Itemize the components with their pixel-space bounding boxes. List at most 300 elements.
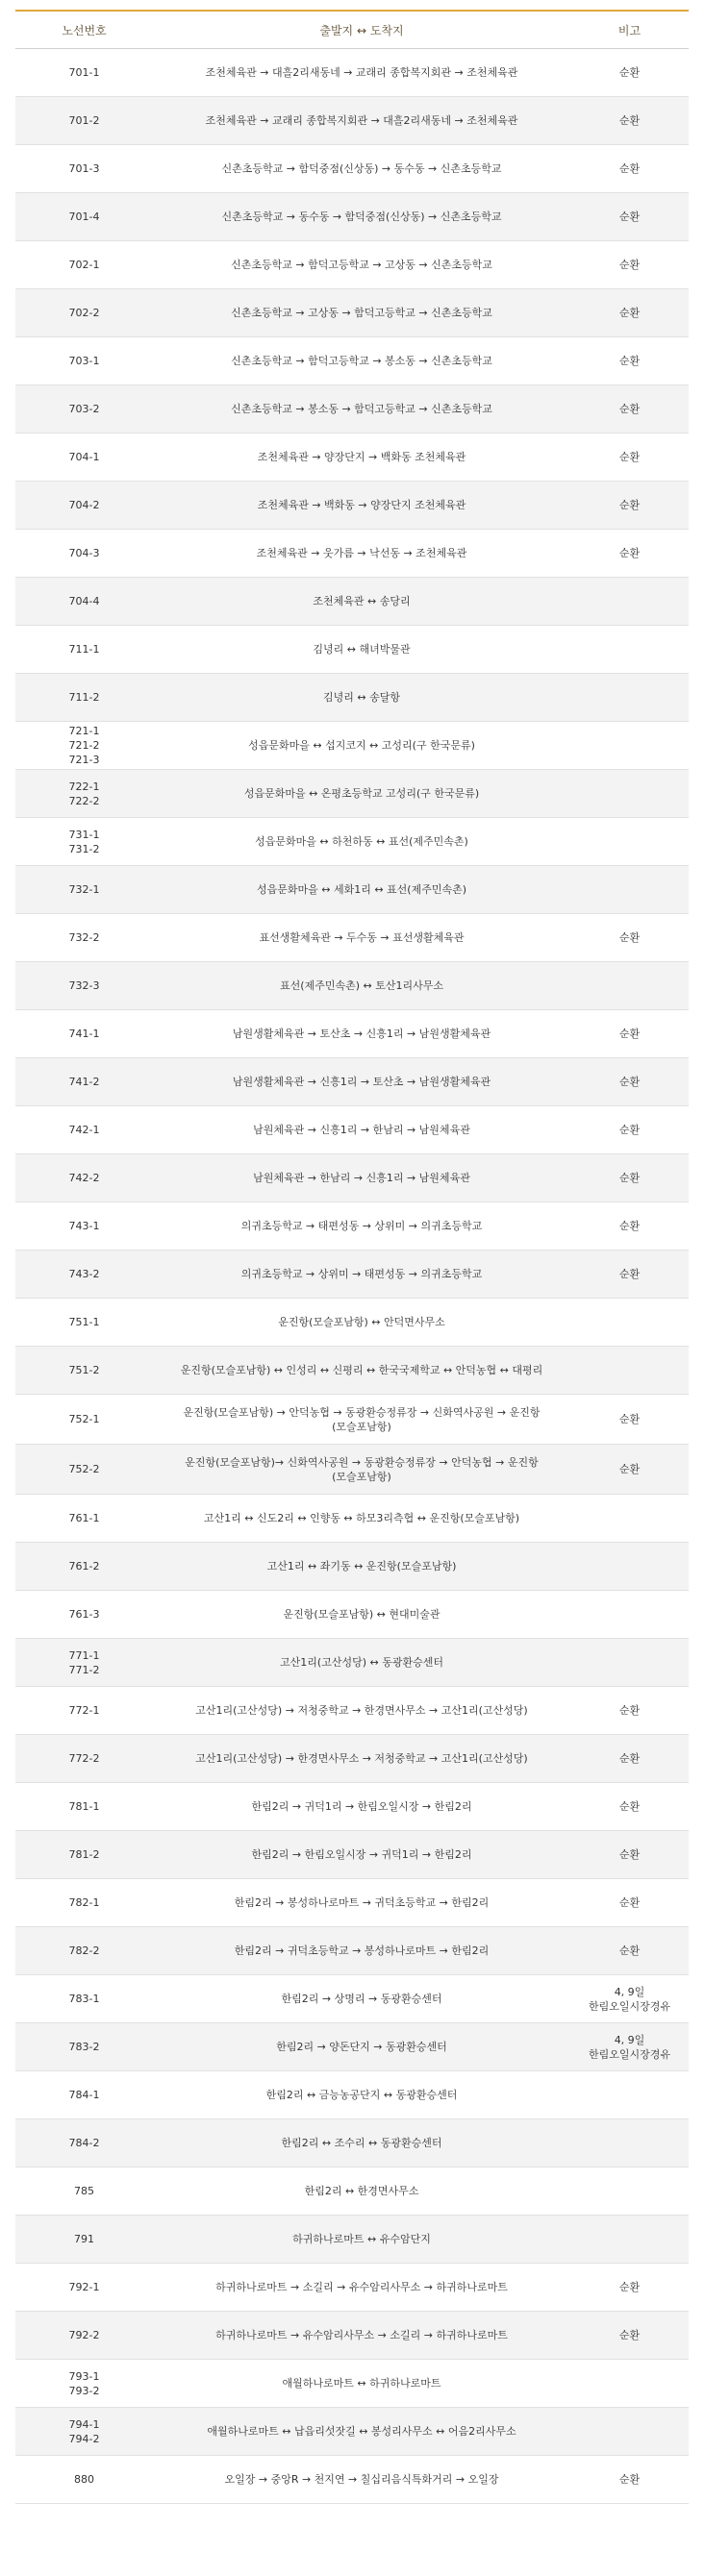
route-path-line: 고산1리(고산성당) ↔ 동광환승센터 [280,1656,443,1669]
route-number-cell [15,2360,153,2408]
remarks-cell [570,2023,689,2071]
table-row [15,49,689,97]
remarks-cell [570,1591,689,1639]
route-path-line: 남원체육관 → 한남리 → 신흥1리 → 남원체육관 [253,1172,470,1184]
table-header [15,11,689,49]
remarks-line: 순환 [618,2281,641,2293]
route-number-line: 791 [74,2233,94,2245]
remarks-cell [570,1395,689,1445]
route-number-line: 701-4 [68,211,100,223]
route-number-cell [15,2119,153,2167]
route-number-line: 731-1 [68,828,100,841]
route-path-cell [153,1591,570,1639]
route-number-line: 732-2 [68,931,100,944]
route-path-cell [153,1735,570,1783]
remarks-line: 순환 [618,1413,641,1425]
route-number-cell [15,2312,153,2360]
table-row [15,385,689,433]
route-path-line: 고산1리(고산성당) → 한경면사무소 → 저청중학교 → 고산1리(고산성당) [195,1752,528,1765]
table-row [15,2216,689,2264]
remarks-line: 순환 [618,1028,641,1040]
route-path-cell [153,2071,570,2119]
remarks-cell [570,1879,689,1927]
remarks-cell [570,578,689,626]
remarks-line: 한림오일시장경유 [588,2047,670,2061]
route-path-cell [153,241,570,289]
route-number-line: 761-2 [68,1560,100,1573]
route-path-cell [153,2360,570,2408]
table-row [15,1879,689,1927]
route-path-cell [153,2312,570,2360]
route-number-cell [15,2216,153,2264]
table-row [15,2071,689,2119]
route-number-cell [15,385,153,433]
route-number-line: 721-1 [68,725,100,737]
route-path-cell [153,193,570,241]
route-path-line: 고산1리(고산성당) → 저청중학교 → 한경면사무소 → 고산1리(고산성당) [195,1704,528,1717]
route-number-cell [15,1591,153,1639]
route-path-cell [153,1010,570,1058]
route-number-cell [15,1975,153,2023]
route-path-line: 운진항(모슬포남항) → 안덕농협 → 동광환승정류장 → 신화역사공원 → 운진항 [183,1405,541,1419]
table-row [15,722,689,770]
route-path-line: 조천체육관 → 양장단지 → 백화동 조천체육관 [257,451,466,463]
route-path-line: 신촌초등학교 → 함덕고등학교 → 고상동 → 신촌초등학교 [231,259,492,271]
route-number-cell [15,1495,153,1543]
table-row [15,2119,689,2167]
remarks-cell [570,914,689,962]
table-row [15,1591,689,1639]
table-row [15,1299,689,1347]
route-number-cell [15,1445,153,1495]
route-path-line: 한림2리 → 봉성하나로마트 → 귀덕초등학교 → 한림2리 [234,1896,490,1909]
table-row [15,193,689,241]
route-path-cell [153,722,570,770]
remarks-cell [570,1347,689,1395]
remarks-line: 순환 [618,1463,641,1475]
route-path-line: 김녕리 ↔ 송달항 [323,691,400,704]
remarks-cell [570,241,689,289]
table-row [15,2167,689,2216]
route-table-container [15,10,689,2504]
table-row [15,530,689,578]
remarks-line: 순환 [618,547,641,559]
remarks-cell [570,1010,689,1058]
remarks-line: 순환 [618,307,641,319]
route-number-cell [15,1251,153,1299]
table-row [15,145,689,193]
route-path-cell [153,2023,570,2071]
table-row [15,1495,689,1543]
route-number-cell [15,1735,153,1783]
route-path-line: 운진항(모슬포남항)→ 신화역사공원 → 동광환승정류장 → 안덕농협 → 운진항 [185,1455,539,1469]
route-number-cell [15,578,153,626]
route-number-cell [15,2071,153,2119]
route-number-line: 701-3 [68,162,100,175]
header-remarks: 비고 [570,11,689,49]
table-row [15,97,689,145]
table-row [15,1010,689,1058]
route-number-line: 772-2 [68,1752,100,1765]
route-number-cell [15,530,153,578]
route-number-cell [15,2023,153,2071]
table-row [15,2312,689,2360]
remarks-cell [570,530,689,578]
table-row [15,289,689,337]
route-number-line: 732-3 [68,979,100,992]
route-path-line: 조천체육관 ↔ 송당리 [313,595,411,607]
route-number-line: 772-1 [68,1704,100,1717]
remarks-cell [570,962,689,1010]
route-number-cell [15,145,153,193]
remarks-cell [570,722,689,770]
table-row [15,770,689,818]
route-path-line: 운진항(모슬포남항) ↔ 안덕면사무소 [278,1316,445,1328]
route-number-line: 721-3 [68,754,100,766]
route-number-cell [15,241,153,289]
remarks-line: 순환 [618,403,641,415]
route-path-cell [153,1395,570,1445]
route-number-line: 722-2 [68,794,100,807]
route-path-cell [153,2264,570,2312]
route-path-cell [153,1299,570,1347]
route-number-cell [15,1639,153,1687]
route-number-line: 711-2 [68,691,100,704]
remarks-line: 4, 9일 [614,1985,645,1998]
route-path-cell [153,2119,570,2167]
route-path-cell [153,1154,570,1202]
table-row [15,674,689,722]
route-number-cell [15,1783,153,1831]
route-path-line: 한림2리 → 한림오일시장 → 귀덕1리 → 한림2리 [251,1848,472,1861]
route-number-line: 702-1 [68,259,100,271]
route-number-cell [15,1299,153,1347]
table-row [15,1202,689,1251]
route-path-line: 성읍문화마을 ↔ 섭지코지 ↔ 고성리(구 한국문류) [248,739,475,752]
remarks-line: 한림오일시장경유 [588,1999,670,2013]
route-number-cell [15,1831,153,1879]
remarks-cell [570,1495,689,1543]
remarks-line: 순환 [618,2329,641,2341]
remarks-cell [570,1106,689,1154]
route-number-cell [15,1154,153,1202]
route-number-line: 794-2 [68,2432,100,2445]
table-row [15,962,689,1010]
route-path-line: 신촌초등학교 → 고상동 → 함덕고등학교 → 신촌초등학교 [231,307,492,319]
route-number-line: 781-2 [68,1848,100,1861]
remarks-line: 순환 [618,499,641,511]
route-path-cell [153,1202,570,1251]
remarks-cell [570,770,689,818]
table-row [15,1735,689,1783]
route-path-line: 성읍문화마을 ↔ 하천하동 ↔ 표선(제주민속촌) [255,835,468,848]
remarks-cell [570,1783,689,1831]
route-path-line: 남원생활체육관 → 신흥1리 → 토산초 → 남원생활체육관 [232,1076,491,1088]
route-path-line: 애월하나로마트 ↔ 납읍리섯잣길 ↔ 봉성리사무소 ↔ 어음2리사무소 [207,2425,516,2438]
route-path-line: 한림2리 → 상명리 → 동광환승센터 [281,1993,442,2005]
route-path-cell [153,1879,570,1927]
route-path-cell [153,674,570,722]
remarks-line: 순환 [618,162,641,175]
header-row [15,11,689,49]
route-number-line: 793-1 [68,2369,100,2383]
route-number-line: 782-1 [68,1896,100,1909]
route-path-line: 조천체육관 → 웃가름 → 낙선동 → 조천체육관 [256,547,467,559]
remarks-line: 순환 [618,1848,641,1861]
remarks-line: 순환 [618,2473,641,2486]
route-path-cell [153,2167,570,2216]
remarks-line: 순환 [618,931,641,944]
route-path-cell [153,1543,570,1591]
bus-route-table [15,10,689,2504]
route-path-cell [153,1831,570,1879]
route-path-line: 한림2리 → 양돈단지 → 동광환승센터 [276,2041,447,2053]
remarks-cell [570,49,689,97]
table-body [15,49,689,2504]
route-path-line: 남원생활체육관 → 토산초 → 신흥1리 → 남원생활체육관 [232,1028,491,1040]
route-number-cell [15,337,153,385]
remarks-cell [570,1299,689,1347]
route-number-line: 751-2 [68,1364,100,1376]
remarks-cell [570,1058,689,1106]
route-number-line: 732-1 [68,883,100,896]
remarks-cell [570,289,689,337]
route-path-cell [153,2216,570,2264]
table-row [15,433,689,482]
route-number-cell [15,1058,153,1106]
table-row [15,1783,689,1831]
header-route-number: 노선번호 [15,11,153,49]
remarks-cell [570,1445,689,1495]
remarks-line: 순환 [618,1944,641,1957]
route-number-line: 761-1 [68,1512,100,1524]
route-path-line: 남원체육관 → 신흥1리 → 한남리 → 남원체육관 [253,1124,470,1136]
remarks-cell [570,385,689,433]
route-path-cell [153,1975,570,2023]
route-path-line: 신촌초등학교 → 동수동 → 함덕중점(신상동) → 신촌초등학교 [221,211,502,223]
route-path-cell [153,626,570,674]
route-number-line: 704-1 [68,451,100,463]
remarks-cell [570,193,689,241]
route-number-cell [15,2456,153,2504]
route-path-cell [153,1639,570,1687]
route-number-line: 782-2 [68,1944,100,1957]
remarks-cell [570,626,689,674]
route-path-line: 의귀초등학교 → 태편성동 → 상위미 → 의귀초등학교 [240,1220,483,1232]
remarks-line: 순환 [618,1800,641,1813]
route-path-line: 한림2리 ↔ 금능농공단지 ↔ 동광환승센터 [265,2089,458,2101]
route-number-line: 702-2 [68,307,100,319]
route-path-line: 조천체육관 → 대흘2리새동네 → 교래리 종합복지회관 → 조천체육관 [205,66,518,79]
route-number-line: 783-1 [68,1993,100,2005]
remarks-cell [570,1735,689,1783]
table-row [15,1154,689,1202]
route-path-line: 애월하나로마트 ↔ 하귀하나로마트 [282,2377,441,2390]
table-row [15,866,689,914]
route-path-line: 김녕리 ↔ 해녀박물관 [313,643,411,656]
remarks-cell [570,1975,689,2023]
table-row [15,337,689,385]
route-number-cell [15,1927,153,1975]
table-row [15,1639,689,1687]
route-number-cell [15,1202,153,1251]
route-number-line: 792-1 [68,2281,100,2293]
table-row [15,1395,689,1445]
route-path-line: 신촌초등학교 → 함덕고등학교 → 봉소동 → 신촌초등학교 [231,355,492,367]
remarks-cell [570,1202,689,1251]
remarks-cell [570,2264,689,2312]
route-number-cell [15,818,153,866]
route-path-line: 신촌초등학교 → 봉소동 → 함덕고등학교 → 신촌초등학교 [231,403,492,415]
route-path-line: 신촌초등학교 → 함덕중점(신상동) → 동수동 → 신촌초등학교 [221,162,502,175]
table-row [15,1347,689,1395]
remarks-cell [570,145,689,193]
route-path-line: 한림2리 → 귀덕1리 → 한림오일시장 → 한림2리 [251,1800,472,1813]
remarks-cell [570,2312,689,2360]
route-number-cell [15,626,153,674]
table-row [15,818,689,866]
remarks-line: 순환 [618,1896,641,1909]
route-number-cell [15,97,153,145]
route-path-cell [153,1927,570,1975]
route-path-cell [153,962,570,1010]
table-row [15,2408,689,2456]
route-number-cell [15,49,153,97]
route-path-cell [153,1495,570,1543]
route-number-line: 771-2 [68,1663,100,1676]
route-path-cell [153,866,570,914]
route-number-cell [15,2167,153,2216]
route-path-cell [153,2456,570,2504]
table-row [15,578,689,626]
route-number-cell [15,1106,153,1154]
route-number-cell [15,193,153,241]
route-number-line: 784-2 [68,2137,100,2149]
route-number-line: 703-1 [68,355,100,367]
route-path-line: 한림2리 → 귀덕초등학교 → 봉성하나로마트 → 한림2리 [234,1944,490,1957]
route-number-line: 792-2 [68,2329,100,2341]
route-number-line: 742-2 [68,1172,100,1184]
route-path-line: 조천체육관 → 백화동 → 양장단지 조천체육관 [257,499,466,511]
route-number-cell [15,866,153,914]
route-number-cell [15,289,153,337]
route-number-line: 785 [74,2185,94,2197]
remarks-cell [570,1543,689,1591]
route-path-cell [153,1687,570,1735]
remarks-line: 순환 [618,211,641,223]
route-number-line: 752-2 [68,1463,100,1475]
remarks-cell [570,2167,689,2216]
route-number-cell [15,1347,153,1395]
route-number-line: 880 [74,2473,94,2486]
remarks-cell [570,2216,689,2264]
remarks-cell [570,1251,689,1299]
route-path-line: 표선생활체육관 → 두수동 → 표선생활체육관 [259,931,465,944]
remarks-cell [570,2408,689,2456]
remarks-cell [570,97,689,145]
route-path-line: (모슬포남항) [332,1420,391,1433]
route-number-line: 703-2 [68,403,100,415]
route-number-line: 781-1 [68,1800,100,1813]
route-path-cell [153,770,570,818]
remarks-line: 4, 9일 [614,2033,645,2046]
table-row [15,482,689,530]
route-path-line: 운진항(모슬포남항) ↔ 현대미술관 [283,1608,441,1621]
remarks-line: 순환 [618,1220,641,1232]
remarks-cell [570,433,689,482]
table-row [15,626,689,674]
route-path-line: (모슬포남항) [332,1470,391,1483]
route-number-cell [15,722,153,770]
route-path-line: 한림2리 ↔ 조수리 ↔ 동광환승센터 [281,2137,442,2149]
route-path-line: 고산1리 ↔ 좌기동 ↔ 운진항(모슬포남항) [266,1560,457,1573]
route-path-cell [153,1347,570,1395]
route-number-line: 794-1 [68,2417,100,2431]
route-path-cell [153,145,570,193]
table-row [15,1831,689,1879]
route-path-line: 성읍문화마을 ↔ 온평초등학교 고성리(구 한국문류) [243,787,480,800]
route-number-line: 752-1 [68,1413,100,1425]
route-number-cell [15,914,153,962]
route-path-cell [153,914,570,962]
table-row [15,241,689,289]
route-number-line: 784-1 [68,2089,100,2101]
table-row [15,1687,689,1735]
route-number-line: 704-3 [68,547,100,559]
route-number-cell [15,770,153,818]
table-row [15,1543,689,1591]
table-row [15,1058,689,1106]
route-number-cell [15,2408,153,2456]
remarks-line: 순환 [618,355,641,367]
remarks-line: 순환 [618,66,641,79]
route-path-line: 하귀하나로마트 → 유수암리사무소 → 소길리 → 하귀하나로마트 [215,2329,508,2341]
route-number-line: 722-1 [68,780,100,793]
route-path-cell [153,578,570,626]
route-number-line: 793-2 [68,2384,100,2397]
route-number-cell [15,2264,153,2312]
remarks-cell [570,2119,689,2167]
route-path-cell [153,1058,570,1106]
route-number-line: 741-1 [68,1028,100,1040]
route-path-cell [153,2408,570,2456]
route-number-cell [15,482,153,530]
remarks-cell [570,1927,689,1975]
remarks-line: 순환 [618,451,641,463]
remarks-cell [570,1831,689,1879]
route-number-line: 711-1 [68,643,100,656]
remarks-line: 순환 [618,1752,641,1765]
remarks-line: 순환 [618,259,641,271]
route-number-line: 783-2 [68,2041,100,2053]
table-row [15,1975,689,2023]
route-path-line: 의귀초등학교 → 상위미 → 태편성동 → 의귀초등학교 [240,1268,483,1280]
route-path-line: 성읍문화마을 ↔ 세화1리 ↔ 표선(제주민속촌) [256,883,467,896]
table-row [15,2360,689,2408]
route-path-cell [153,530,570,578]
route-number-line: 743-2 [68,1268,100,1280]
remarks-cell [570,1154,689,1202]
route-number-line: 701-2 [68,114,100,127]
remarks-cell [570,1687,689,1735]
remarks-cell [570,818,689,866]
remarks-line: 순환 [618,1268,641,1280]
route-number-cell [15,674,153,722]
route-path-line: 하귀하나로마트 ↔ 유수암단지 [292,2233,431,2245]
route-path-cell [153,385,570,433]
route-path-cell [153,97,570,145]
route-number-line: 742-1 [68,1124,100,1136]
